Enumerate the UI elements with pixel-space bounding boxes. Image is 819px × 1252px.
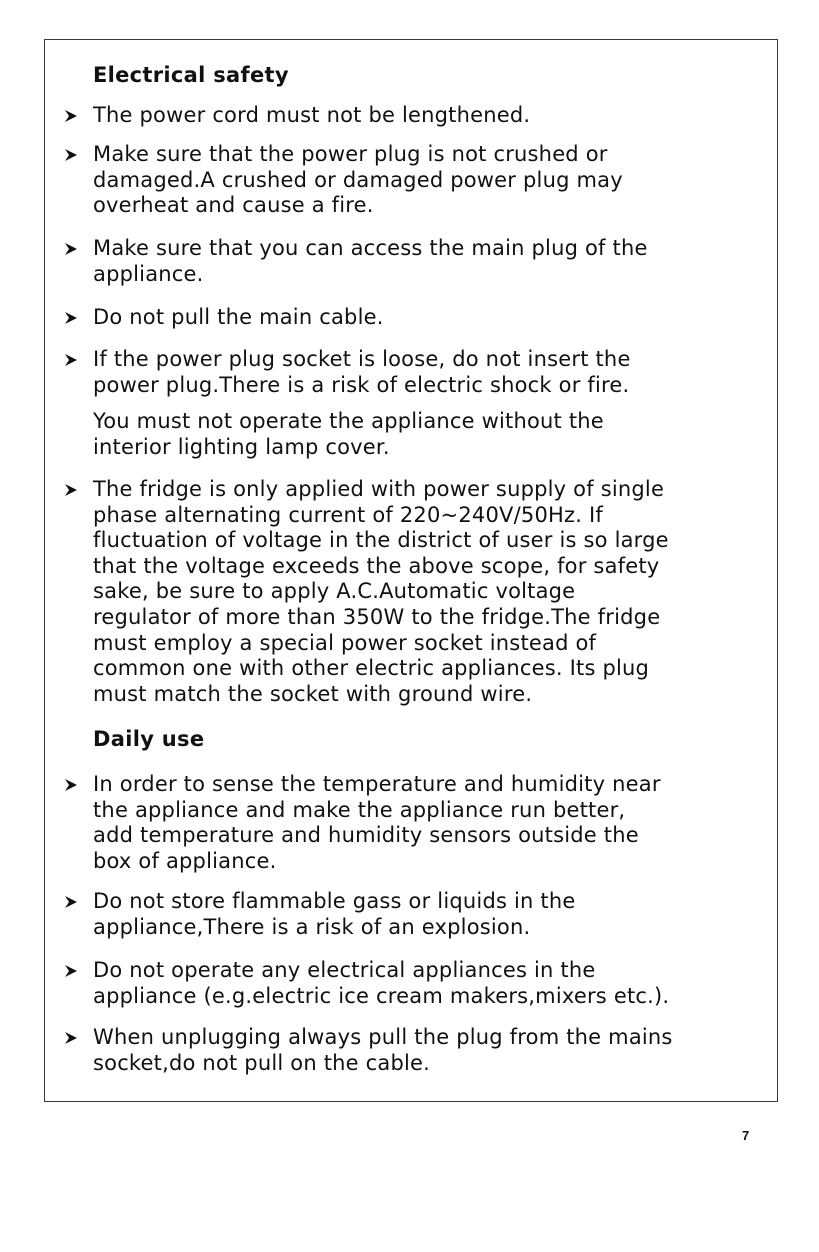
- arrowhead-bullet-icon: [63, 241, 79, 257]
- list-item-text: If the power plug socket is loose, do not insert the power plug.There is a risk of electric shock or fire.: [93, 347, 631, 397]
- page-frame: [44, 39, 778, 1102]
- arrowhead-bullet-icon: [63, 108, 79, 124]
- arrowhead-bullet-icon: [63, 310, 79, 326]
- heading-daily-use: Daily use: [93, 727, 205, 751]
- list-item-text: The power cord must not be lengthened.: [93, 103, 531, 127]
- lamp-cover-paragraph: You must not operate the appliance without the interior lighting lamp cover.: [93, 409, 604, 459]
- list-item-text: Do not pull the main cable.: [93, 305, 384, 329]
- arrowhead-bullet-icon: [63, 352, 79, 368]
- list-item-text: Do not operate any electrical appliances in the appliance (e.g.electric ice cream makers,mixers etc.).: [93, 958, 670, 1008]
- list-item-text: When unplugging always pull the plug from the mains socket,do not pull on the cable.: [93, 1025, 673, 1075]
- arrowhead-bullet-icon: [63, 777, 79, 793]
- arrowhead-bullet-icon: [63, 963, 79, 979]
- list-item-text: Make sure that you can access the main plug of the appliance.: [93, 236, 648, 286]
- heading-electrical-safety: Electrical safety: [93, 63, 289, 87]
- arrowhead-bullet-icon: [63, 482, 79, 498]
- arrowhead-bullet-icon: [63, 147, 79, 163]
- page-number: 7: [742, 1128, 750, 1143]
- list-item-text: Do not store flammable gass or liquids in the appliance,There is a risk of an explosion.: [93, 889, 576, 939]
- list-item-text: In order to sense the temperature and humidity near the appliance and make the appliance run better, add temperature and humidity sensors outside the box of appliance.: [93, 772, 661, 873]
- arrowhead-bullet-icon: [63, 1030, 79, 1046]
- arrowhead-bullet-icon: [63, 894, 79, 910]
- list-item-text: The fridge is only applied with power supply of single phase alternating current of 220~240V/50Hz. If fluctuation of voltage in the district of user is so large that the voltage exceeds the above scope, for safety sake, be sure to apply A.C.Automatic voltage regulator of more than 350W to the fridge.The fridge must employ a special power socket instead of common one with other electric appliances. Its plug must match the socket with ground wire.: [93, 477, 669, 706]
- list-item-text: Make sure that the power plug is not crushed or damaged.A crushed or damaged power plug may overheat and cause a fire.: [93, 142, 623, 218]
